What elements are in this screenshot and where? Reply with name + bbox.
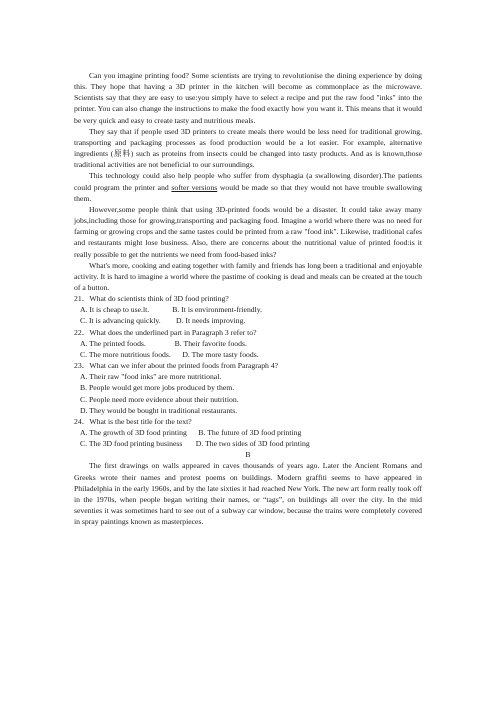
- question-stem: 22．What does the underlined part in Paragraph 3 refer to?: [74, 327, 257, 337]
- passage-paragraph-3: [74, 170, 422, 203]
- underlined-phrase: softer versions: [171, 182, 218, 192]
- question-option-line: D. They would be bought in traditional restaurants.: [80, 405, 238, 415]
- question-option-line: A. It is cheap to use.lt. B. It is environment-friendly.: [80, 305, 263, 315]
- passage-paragraph-5: What's more, cooking and eating together with family and friends has long been a traditional and enjoyable activity. It is hard to imagine a world where the pastime of cooking is dead and meals can be created at the touch of a button.: [74, 260, 422, 292]
- question-23: [74, 360, 422, 416]
- question-option-line: C. It is advancing quickly. D. It needs improving.: [80, 316, 246, 326]
- question-option-line: C. The 3D food printing business D. The two sides of 3D food printing: [80, 439, 310, 449]
- question-option-line: C. People need more evidence about their nutrition.: [80, 394, 239, 404]
- document-body: [74, 70, 422, 527]
- question-stem: 24．What is the best title for the text?: [74, 416, 192, 426]
- passage-paragraph-1: Can you imagine printing food? Some scientists are trying to revolutionise the dining experience by doing this. They hope that having a 3D printer in the kitchen will become as commonplace as the microwave. Scientists say that they are easy to use:you simply have to select a recipe and put the raw food "inks" into the printer. You can also change the instructions to make the food exactly how you want it. This means that it would be very quick and easy to create tasty and nutritious meals.: [74, 71, 422, 125]
- question-option-line: A. The printed foods. B. Their favorite foods.: [80, 338, 247, 348]
- question-option-line: B. People would get more jobs produced by them.: [80, 383, 235, 393]
- paragraph-3-text-after: would be made so that they would not have trouble swallowing them.: [74, 182, 422, 203]
- question-option-line: A. Their raw "food inks" are more nutritional.: [80, 372, 222, 382]
- section-label: B: [245, 450, 251, 460]
- question-stem: 21．What do scientists think of 3D food printing?: [74, 294, 229, 304]
- passage-paragraph-2: They say that if people used 3D printers to create meals there would be less need for traditional growing, transporting and packaging processes as food production would be a lot easier. For example, alternative ingredients (原料) such as proteins from insects could be changed into tasty products. And as is known,those traditional activities are not beneficial to our surroundings.: [74, 126, 422, 170]
- passage-paragraph-4: However,some people think that using 3D-printed foods would be a disaster. It could take away many jobs,including those for growing,transporting and packaging food. Imagine a world where there was no need for farming or growing crops and the same tastes could be printed from a raw "food ink". Likewise, traditional cafes and restaurants might lose business. Also, there are concerns about the nutritional value of printed food:is it really possible to get the nutrients we need from food-based inks?: [74, 204, 422, 259]
- passage-b-paragraph-1: The first drawings on walls appeared in caves thousands of years ago. Later the Ancient Romans and Greeks wrote their names and protest poems on buildings. Modern graffiti seems to have appeared in Philadelphia in the early 1960s, and by the late sixties it had reached New York. The new art form really took off in the 1970s, when people began writing their names, or “tags”, on buildings all over the city. In the mid seventies it was sometimes hard to see out of a subway car window, because the trains were completely covered in spray paintings known as masterpieces.: [74, 461, 422, 527]
- question-stem: 23．What can we infer about the printed foods from Paragraph 4?: [74, 361, 279, 371]
- paragraph-3-text-before: This technology could also help people who suffer from dysphagia (a swallowing disorder).The patients could program the printer and: [74, 171, 422, 192]
- question-21: [74, 293, 422, 326]
- question-22: [74, 327, 422, 360]
- question-24: [74, 416, 422, 449]
- question-option-line: A. The growth of 3D food printing B. The future of 3D food printing: [80, 428, 302, 437]
- question-option-line: C. The more nutritious foods. D. The more tasty foods.: [80, 349, 259, 359]
